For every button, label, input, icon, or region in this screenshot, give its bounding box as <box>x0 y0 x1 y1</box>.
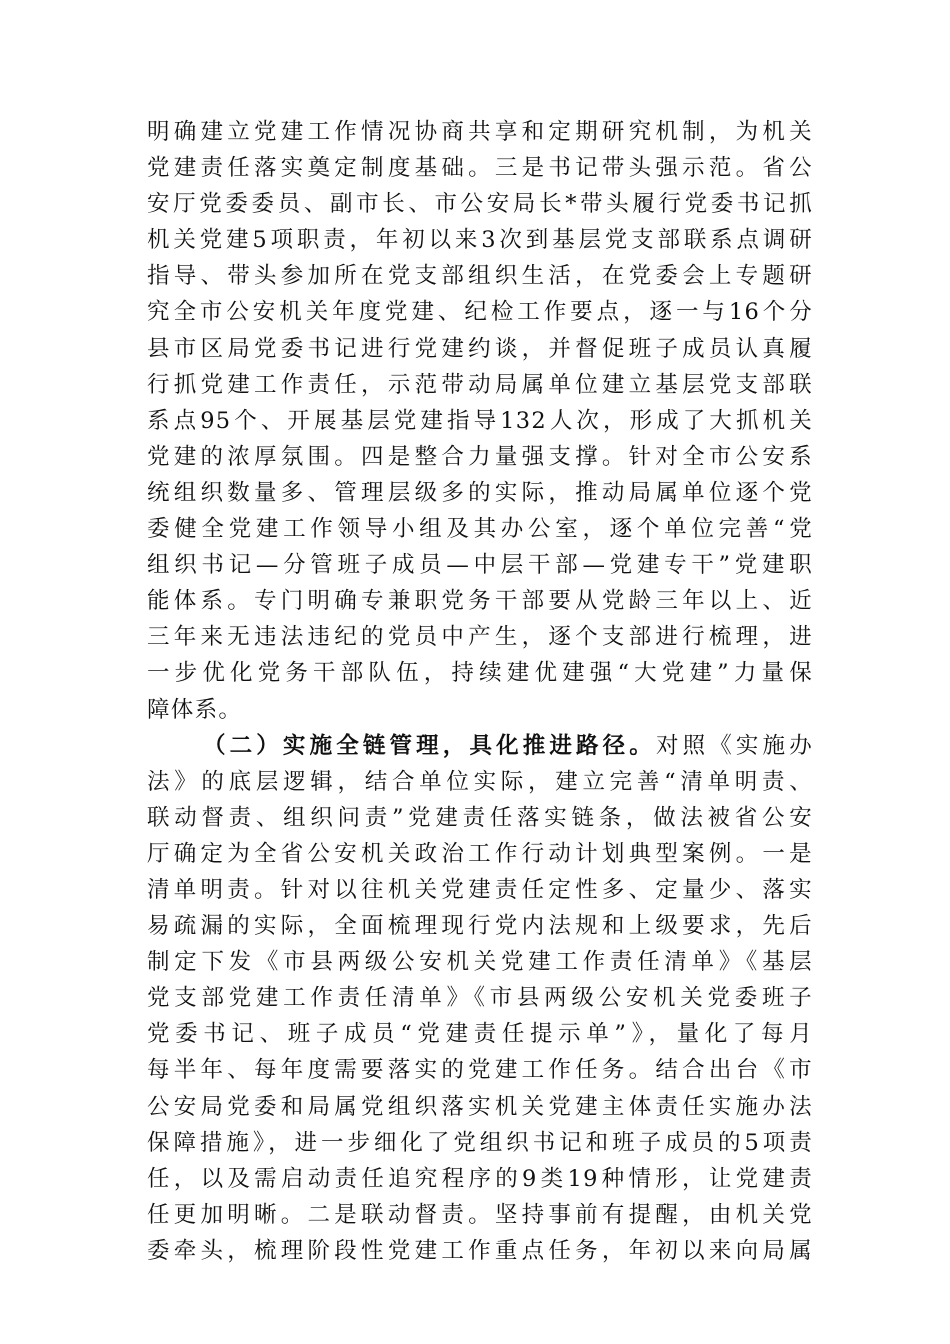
text-line: 任更加明晰。二是联动督责。坚持事前有提醒，由机关党 <box>147 1201 813 1228</box>
text-line: 系点95个、开展基层党建指导132人次，形成了大抓机关 <box>147 407 813 434</box>
text-line: 易疏漏的实际，全面梳理现行党内法规和上级要求，先后 <box>147 913 813 940</box>
text-line: 保障措施》，进一步细化了党组织书记和班子成员的5项责 <box>147 1129 813 1156</box>
text-line: 党建责任落实奠定制度基础。三是书记带头强示范。省公 <box>147 155 813 182</box>
text-line: 党支部党建工作责任清单》《市县两级公安机关党委班子 <box>147 985 813 1012</box>
text-line: 指导、带头参加所在党支部组织生活，在党委会上专题研 <box>147 263 813 290</box>
text-line: 清单明责。针对以往机关党建责任定性多、定量少、落实 <box>147 876 813 903</box>
text-line: 组织书记—分管班子成员—中层干部—党建专干”党建职 <box>147 552 813 579</box>
text-line: 党建的浓厚氛围。四是整合力量强支撑。针对全市公安系 <box>147 443 813 470</box>
text-line: 厅确定为全省公安机关政治工作行动计划典型案例。一是 <box>147 840 813 867</box>
text-line: 制定下发《市县两级公安机关党建工作责任清单》《基层 <box>147 949 813 976</box>
text-line: 能体系。专门明确专兼职党务干部要从党龄三年以上、近 <box>147 588 813 615</box>
text-line: 障体系。 <box>147 696 243 723</box>
text-line: 统组织数量多、管理层级多的实际，推动局属单位逐个党 <box>147 479 813 506</box>
text-line: 行抓党建工作责任，示范带动局属单位建立基层党支部联 <box>147 371 813 398</box>
text-line: 究全市公安机关年度党建、纪检工作要点，逐一与16个分 <box>147 299 813 326</box>
section-heading-line <box>147 728 813 764</box>
text-line: 委牵头，梳理阶段性党建工作重点任务，年初以来向局属 <box>147 1237 813 1264</box>
text-line: 每半年、每年度需要落实的党建工作任务。结合出台《市 <box>147 1057 813 1084</box>
text-line: 三年来无违法违纪的党员中产生，逐个支部进行梳理，进 <box>147 624 813 651</box>
text-line: 明确建立党建工作情况协商共享和定期研究机制，为机关 <box>147 119 813 145</box>
text-line: 机关党建5项职责，年初以来3次到基层党支部联系点调研 <box>147 227 813 254</box>
paragraph-1 <box>147 114 813 728</box>
text-line: 联动督责、组织问责”党建责任落实链条，做法被省公安 <box>147 804 813 831</box>
text-line: 任，以及需启动责任追究程序的9类19种情形，让党建责 <box>147 1165 813 1192</box>
paragraph-2 <box>147 728 813 1269</box>
body-text <box>147 114 813 1269</box>
text-run: 对照《实施办 <box>655 732 813 759</box>
text-line: 党委书记、班子成员“党建责任提示单”》，量化了每月 <box>147 1021 813 1048</box>
text-line: 委健全党建工作领导小组及其办公室，逐个单位完善“党 <box>147 516 813 543</box>
text-line: 法》的底层逻辑，结合单位实际，建立完善“清单明责、 <box>147 768 813 795</box>
text-line: 一步优化党务干部队伍，持续建优建强“大党建”力量保 <box>147 660 813 687</box>
text-line: 公安局党委和局属党组织落实机关党建主体责任实施办法 <box>147 1093 813 1120</box>
text-line: 安厅党委委员、副市长、市公安局长*带头履行党委书记抓 <box>147 191 813 218</box>
text-line: 县市区局党委书记进行党建约谈，并督促班子成员认真履 <box>147 335 813 362</box>
section-heading: （二）实施全链管理，具化推进路径。 <box>203 732 656 759</box>
